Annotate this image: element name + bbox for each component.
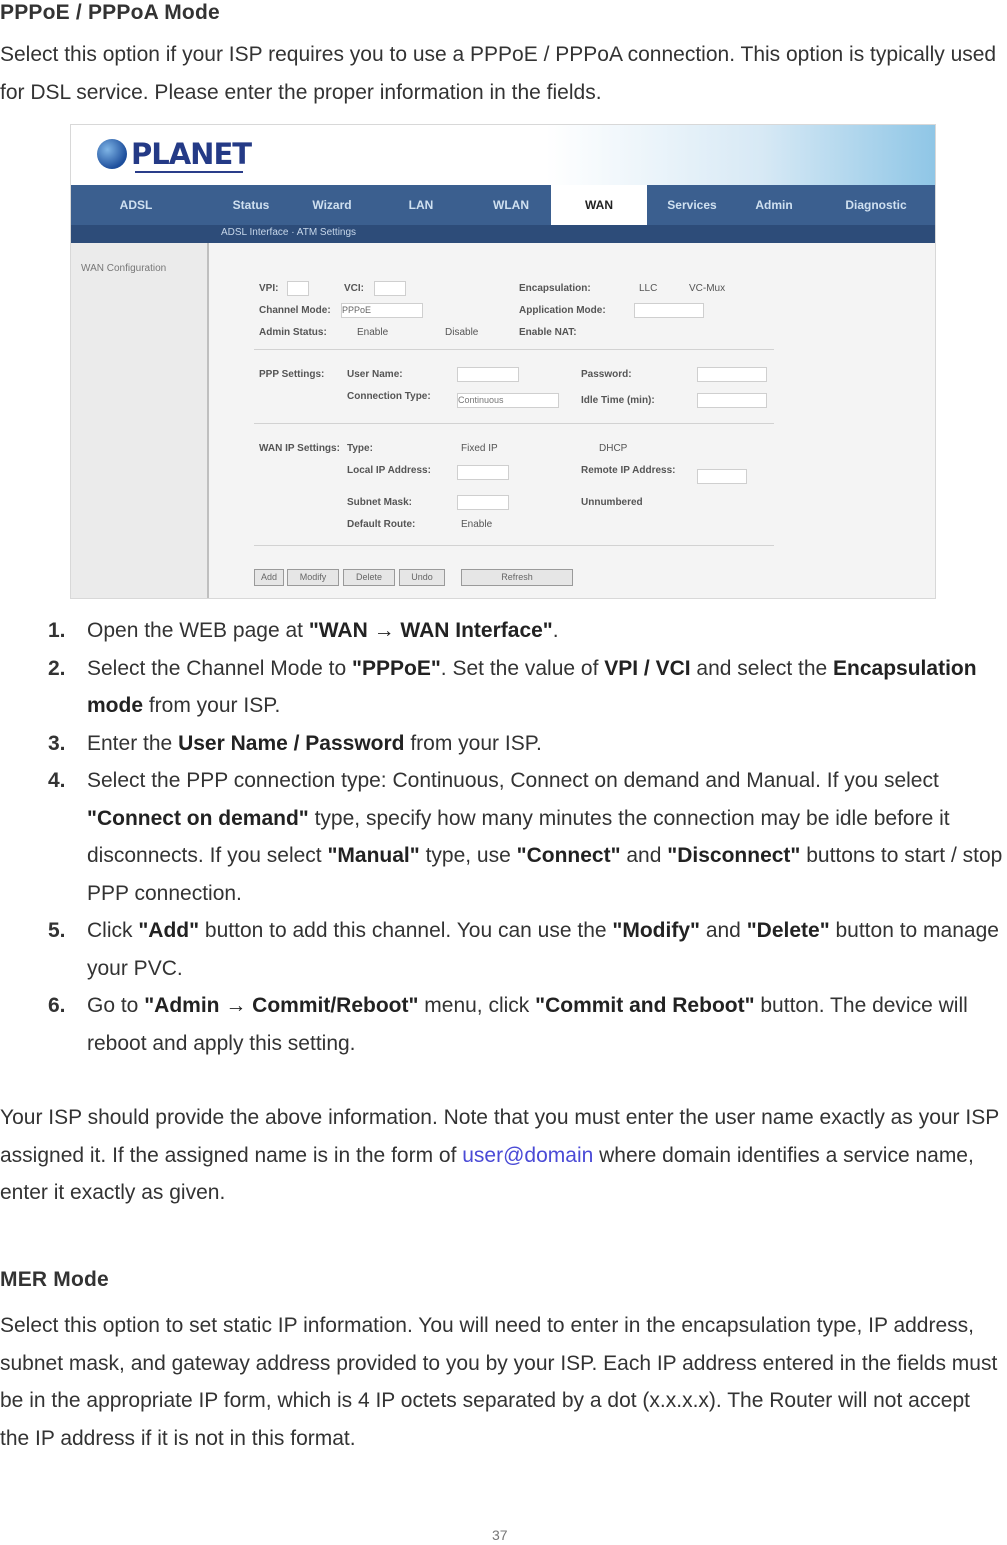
step-text: and [620, 844, 668, 867]
label-unnumbered: Unnumbered [581, 497, 643, 508]
default-route-enable: Enable [461, 519, 493, 530]
step-bold-text: "Admin → Commit/Reboot" [144, 994, 419, 1017]
label-channel-mode: Channel Mode: [259, 305, 331, 316]
label-app-mode: Application Mode: [519, 305, 606, 316]
logo-underline [135, 171, 243, 173]
idle-time-input [697, 393, 767, 408]
sidebar-item-wan-config: WAN Configuration [81, 263, 167, 274]
steps-list [0, 612, 1007, 1062]
step-number: 2. [48, 656, 66, 680]
step-item [0, 650, 1007, 725]
label-subnet-mask: Subnet Mask: [347, 497, 413, 508]
modify-button: Modify [287, 569, 339, 586]
step-text: type, specify how many minutes the connection may be idle before it disconnects. If you select [87, 806, 950, 867]
step-number: 6. [48, 994, 66, 1017]
step-bold-text: "Commit and Reboot" [535, 994, 755, 1017]
nav-tab-status: Status [232, 198, 270, 212]
label-vcmux: VC-Mux [689, 283, 726, 294]
screenshot-nav-bar [71, 185, 935, 225]
conn-type-select: Continuous [457, 393, 559, 408]
nav-tab-wlan: WLAN [493, 198, 529, 212]
step-bold-text: "Add" [138, 919, 200, 942]
step-text: . Set the value of [440, 656, 605, 680]
section-heading-mer: MER Mode [0, 1268, 109, 1291]
pppoe-intro-paragraph: Select this option if your ISP requires you to use a PPPoE / PPPoA connection. This option is typically used for DSL service. Please enter the proper information in the fields. [0, 43, 997, 104]
nav-tab-wizard: Wizard [312, 198, 352, 212]
step-text: button to manage your PVC. [87, 919, 999, 980]
label-wan-ip: WAN IP Settings: [259, 443, 340, 454]
step-text: buttons to start / stop PPP connection. [87, 844, 1003, 905]
step-text: Enter the [87, 731, 179, 755]
screenshot-subnav [71, 225, 935, 243]
label-encap: Encapsulation: [519, 283, 591, 294]
page-number: 37 [492, 1527, 508, 1543]
note-text-1: Your ISP should provide the above information. Note that you must enter the user name exactly as your ISP assigned it. If the assigned name is in the form of [0, 1106, 999, 1167]
nav-tab-wan: WAN [551, 185, 647, 225]
step-item [0, 612, 1007, 650]
screenshot-form-area [209, 243, 935, 598]
step-bold-text: "Manual" [327, 844, 420, 867]
note-text-2: where domain identifies a service name, enter it exactly as given. [0, 1143, 974, 1204]
step-number: 1. [48, 619, 66, 642]
subnav-text: ADSL Interface · ATM Settings [221, 227, 357, 238]
planet-logo [97, 137, 251, 171]
label-user-name: User Name: [347, 369, 403, 380]
label-password: Password: [581, 369, 632, 380]
step-bold-text: "PPPoE" [352, 656, 441, 680]
step-text: and select the [690, 656, 834, 680]
app-mode-select [634, 303, 704, 318]
remote-ip-input [697, 469, 747, 484]
step-bold-text: User Name / Password [178, 731, 405, 755]
step-item [0, 762, 1007, 912]
password-input [697, 367, 767, 382]
label-llc: LLC [639, 283, 658, 294]
divider-1 [254, 349, 774, 350]
vci-input [374, 281, 406, 296]
step-text: menu, click [418, 994, 536, 1017]
router-wan-screenshot [70, 124, 936, 599]
step-bold-text: Encapsulation mode [87, 656, 977, 717]
label-ppp-settings: PPP Settings: [259, 369, 325, 380]
step-text: Select the Channel Mode to [87, 656, 353, 680]
step-item [0, 912, 1007, 987]
globe-icon [97, 139, 127, 169]
step-text: Select the PPP connection type: Continuous, Connect on demand and Manual. If you select [87, 769, 939, 792]
vpi-input [287, 281, 309, 296]
step-text: Go to [87, 994, 145, 1017]
divider-3 [254, 545, 774, 546]
step-number: 4. [48, 769, 66, 792]
subnet-mask-input [457, 495, 509, 510]
type-fixed-ip: Fixed IP [461, 443, 498, 454]
step-text: . [552, 619, 559, 642]
label-remote-ip: Remote IP Address: [581, 465, 676, 476]
label-admin-status: Admin Status: [259, 327, 327, 338]
add-button: Add [254, 569, 284, 586]
type-dhcp: DHCP [599, 443, 628, 454]
step-bold-text: "Disconnect" [667, 844, 801, 867]
screenshot-sidebar [71, 243, 209, 598]
step-text: button to add this channel. You can use the [199, 919, 613, 942]
label-enable-nat: Enable NAT: [519, 327, 577, 338]
step-number: 3. [48, 731, 66, 755]
step-text: Click [87, 919, 139, 942]
divider-2 [254, 423, 774, 424]
label-type: Type: [347, 443, 373, 454]
step-bold-text: "Connect" [516, 844, 621, 867]
nav-tab-admin: Admin [755, 198, 793, 212]
logo-text: PLANET [131, 137, 252, 171]
label-default-route: Default Route: [347, 519, 416, 530]
user-name-input [457, 367, 519, 382]
refresh-button: Refresh [461, 569, 573, 586]
label-local-ip: Local IP Address: [347, 465, 431, 476]
step-bold-text: "Delete" [746, 919, 830, 942]
step-bold-text: VPI / VCI [604, 656, 691, 680]
undo-button: Undo [399, 569, 445, 586]
step-number: 5. [48, 919, 66, 942]
label-enable: Enable [357, 327, 389, 338]
step-bold-text: "Modify" [612, 919, 700, 942]
step-text: button. The device will reboot and apply this setting. [87, 994, 968, 1055]
label-vci: VCI: [344, 283, 364, 294]
nav-tab-diagnostic: Diagnostic [845, 198, 907, 212]
delete-button: Delete [343, 569, 395, 586]
step-bold-text: "Connect on demand" [87, 806, 309, 830]
step-item [0, 987, 1007, 1062]
label-conn-type: Connection Type: [347, 391, 431, 402]
section-heading-pppoe: PPPoE / PPPoA Mode [0, 1, 220, 24]
label-idle-time: Idle Time (min): [581, 395, 655, 406]
nav-tab-services: Services [667, 198, 717, 212]
channel-mode-select: PPPoE [341, 303, 423, 318]
label-disable: Disable [445, 327, 479, 338]
step-bold-text: "WAN → WAN Interface" [308, 619, 553, 642]
nav-tab-adsl: ADSL [119, 198, 153, 212]
step-text: and [699, 919, 747, 942]
nav-tab-lan: LAN [408, 198, 434, 212]
isp-note-paragraph [0, 1099, 1004, 1212]
step-item [0, 725, 1007, 763]
mer-paragraph: Select this option to set static IP information. You will need to enter in the encapsulation type, IP address, subnet mask, and gateway address provided to you by your ISP. Each IP address entered in the fields must be in the appropriate IP form, which is 4 IP octets separated by a dot (x.x.x.x). The Router will not accept the IP address if it is not in this format. [0, 1314, 998, 1450]
step-text: Open the WEB page at [87, 619, 309, 642]
user-domain-link: user@domain [462, 1143, 594, 1167]
step-text: from your ISP. [143, 694, 281, 717]
local-ip-input [457, 465, 509, 480]
label-vpi: VPI: [259, 283, 279, 294]
step-text: type, use [419, 844, 517, 867]
step-text: from your ISP. [404, 731, 542, 755]
